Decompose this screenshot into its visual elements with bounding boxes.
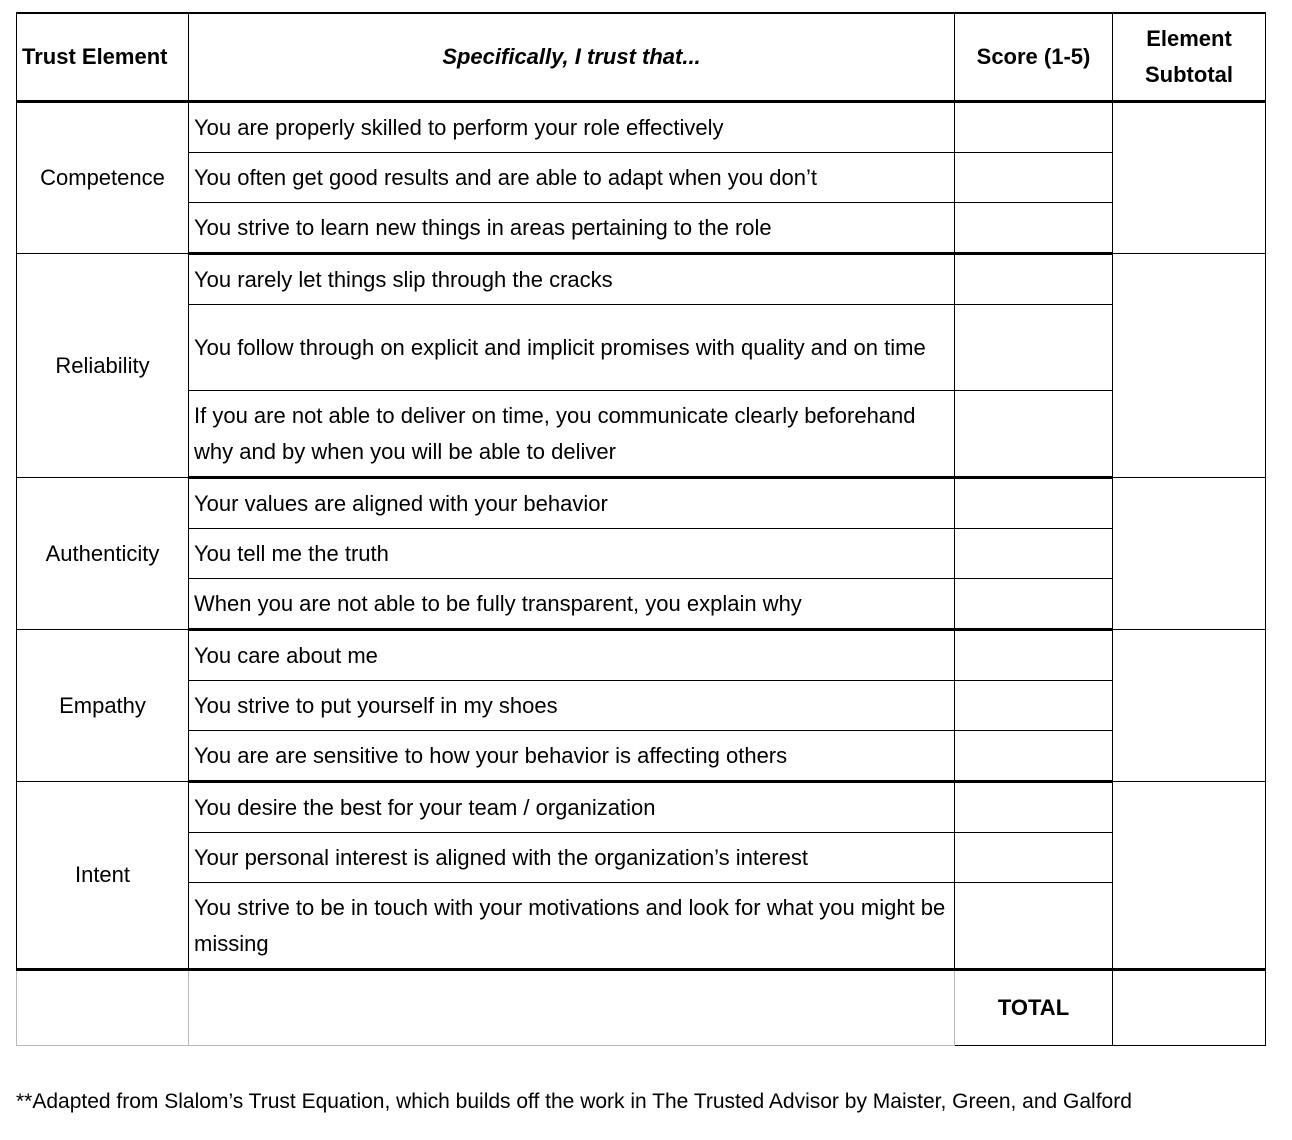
statement-cell: Your values are aligned with your behavior [189, 478, 955, 529]
total-label: TOTAL [955, 970, 1113, 1046]
score-cell[interactable] [955, 883, 1113, 970]
score-cell[interactable] [955, 731, 1113, 782]
table-row [17, 529, 1266, 579]
table-row [17, 203, 1266, 254]
score-cell[interactable] [955, 478, 1113, 529]
statement-cell: You strive to learn new things in areas pertaining to the role [189, 203, 955, 254]
score-cell[interactable] [955, 305, 1113, 391]
score-cell[interactable] [955, 529, 1113, 579]
element-intent: Intent [17, 782, 189, 970]
header-row [17, 13, 1266, 102]
statement-cell: Your personal interest is aligned with the organization’s interest [189, 833, 955, 883]
statement-cell: You strive to put yourself in my shoes [189, 681, 955, 731]
score-cell[interactable] [955, 630, 1113, 681]
score-cell[interactable] [955, 153, 1113, 203]
header-subtotal-line2: Subtotal [1145, 62, 1233, 87]
element-empathy: Empathy [17, 630, 189, 782]
subtotal-competence[interactable] [1113, 102, 1266, 254]
statement-cell: You are properly skilled to perform your role effectively [189, 102, 955, 153]
statement-cell: You desire the best for your team / organization [189, 782, 955, 833]
trust-assessment-table [16, 12, 1266, 1046]
header-subtotal-line1: Element [1146, 26, 1232, 51]
table-row [17, 731, 1266, 782]
header-trust-element: Trust Element [17, 13, 189, 102]
element-reliability: Reliability [17, 254, 189, 478]
table-row [17, 102, 1266, 153]
table-row [17, 153, 1266, 203]
score-cell[interactable] [955, 833, 1113, 883]
table-row [17, 391, 1266, 478]
statement-cell: You rarely let things slip through the cracks [189, 254, 955, 305]
score-cell[interactable] [955, 391, 1113, 478]
trust-assessment-table-wrapper [16, 12, 1266, 1046]
element-authenticity: Authenticity [17, 478, 189, 630]
element-competence: Competence [17, 102, 189, 254]
statement-cell: You follow through on explicit and implicit promises with quality and on time [189, 305, 955, 391]
subtotal-intent[interactable] [1113, 782, 1266, 970]
header-statement: Specifically, I trust that... [189, 13, 955, 102]
table-row [17, 883, 1266, 970]
score-cell[interactable] [955, 681, 1113, 731]
table-row [17, 254, 1266, 305]
score-cell[interactable] [955, 203, 1113, 254]
footnote: **Adapted from Slalom’s Trust Equation, which builds off the work in The Trusted Advisor by Maister, Green, and Galford [16, 1090, 1132, 1113]
subtotal-authenticity[interactable] [1113, 478, 1266, 630]
statement-cell: You tell me the truth [189, 529, 955, 579]
table-row [17, 782, 1266, 833]
total-value-cell[interactable] [1113, 970, 1266, 1046]
statement-cell: You often get good results and are able to adapt when you don’t [189, 153, 955, 203]
table-row [17, 478, 1266, 529]
subtotal-reliability[interactable] [1113, 254, 1266, 478]
total-row-blank-cell [17, 970, 189, 1046]
score-cell[interactable] [955, 782, 1113, 833]
table-row [17, 833, 1266, 883]
table-row [17, 630, 1266, 681]
score-cell[interactable] [955, 579, 1113, 630]
statement-cell: You care about me [189, 630, 955, 681]
total-row-blank-cell [189, 970, 955, 1046]
total-row [17, 970, 1266, 1046]
header-score: Score (1-5) [955, 13, 1113, 102]
score-cell[interactable] [955, 254, 1113, 305]
statement-cell: When you are not able to be fully transparent, you explain why [189, 579, 955, 630]
statement-cell: You strive to be in touch with your motivations and look for what you might be missing [189, 883, 955, 970]
statement-cell: You are are sensitive to how your behavior is affecting others [189, 731, 955, 782]
table-row [17, 579, 1266, 630]
table-row [17, 305, 1266, 391]
table-row [17, 681, 1266, 731]
score-cell[interactable] [955, 102, 1113, 153]
subtotal-empathy[interactable] [1113, 630, 1266, 782]
header-element-subtotal [1113, 13, 1266, 102]
statement-cell: If you are not able to deliver on time, you communicate clearly beforehand why and by when you will be able to deliver [189, 391, 955, 478]
